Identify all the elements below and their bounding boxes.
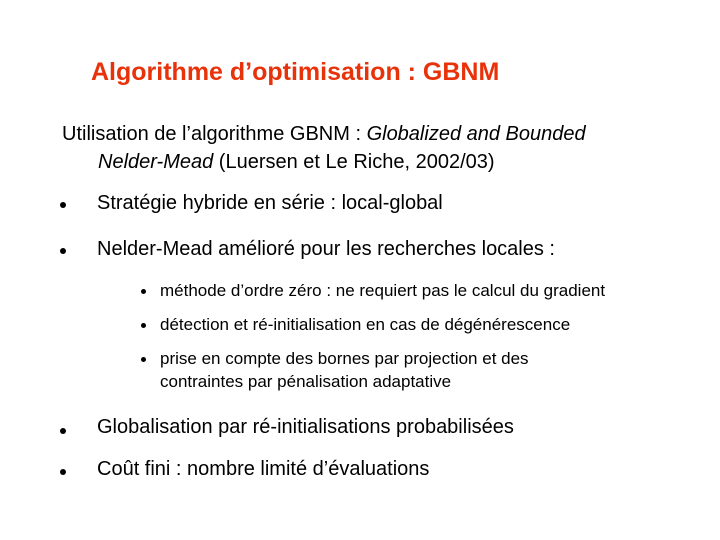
bullet-marker — [60, 428, 66, 434]
intro-line-2 — [62, 148, 702, 176]
intro-method-name: Globalized and Bounded — [366, 123, 586, 145]
bullet-item: Coût fini : nombre limité d’évaluations — [97, 458, 430, 480]
bullet-item: Globalisation par ré-initialisations probabilisées — [97, 416, 514, 438]
sub-bullet-line: contraintes par pénalisation adaptative — [160, 372, 452, 391]
intro-method-name-cont: Nelder-Mead — [98, 151, 214, 173]
sub-bullet-marker — [141, 289, 146, 294]
bullet-item: Stratégie hybride en série : local-global — [97, 192, 443, 214]
sub-bullet-marker — [141, 357, 146, 362]
sub-bullet-item: méthode d’ordre zéro : ne requiert pas le calcul du gradient — [160, 281, 606, 300]
bullet-marker — [60, 469, 66, 475]
bullet-marker — [60, 202, 66, 208]
sub-bullet-item: détection et ré-initialisation en cas de dégénérescence — [160, 315, 571, 334]
sub-bullet-marker — [141, 323, 146, 328]
intro-citation: (Luersen et Le Riche, 2002/03) — [213, 151, 495, 173]
intro-text: Utilisation de l’algorithme GBNM : — [62, 123, 367, 145]
bullet-marker — [60, 248, 66, 254]
slide-title: Algorithme d’optimisation : GBNM — [91, 58, 500, 86]
bullet-item: Nelder-Mead amélioré pour les recherches locales : — [97, 238, 555, 260]
sub-bullet-item — [160, 347, 529, 393]
intro-paragraph — [62, 120, 702, 176]
sub-bullet-line: prise en compte des bornes par projection et des — [160, 349, 529, 368]
